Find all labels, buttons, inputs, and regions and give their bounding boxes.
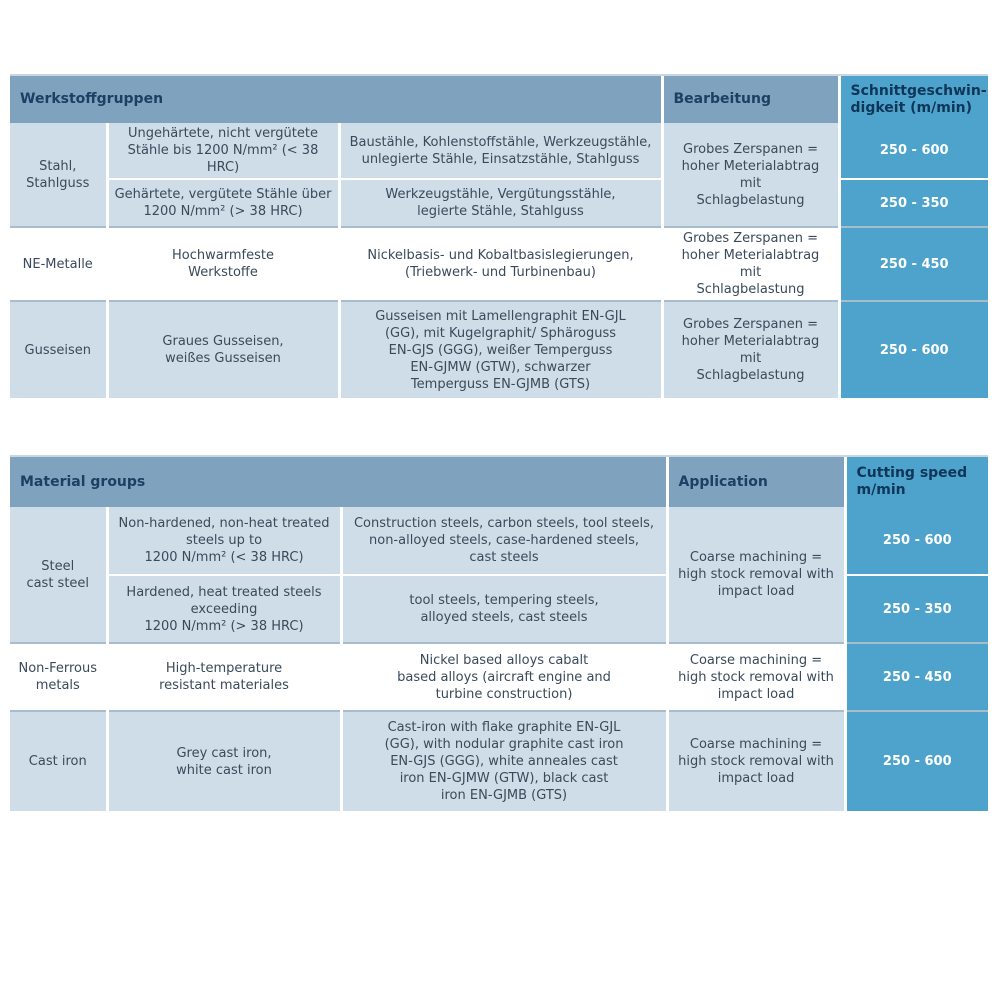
german-type-steel-unhardened: Ungehärtete, nicht vergütete Stähle bis 1200 N/mm² (< 38 HRC): [107, 123, 339, 179]
english-type-steel-unhardened: Non-hardened, non-heat treated steels up to 1200 N/mm² (< 38 HRC): [107, 507, 341, 575]
german-examples-castiron: Gusseisen mit Lamellengraphit EN-GJL (GG), mit Kugelgraphit/ Sphäroguss EN-GJS (GGG), weißer Temperguss EN-GJMW (GTW), schwarzer Temperguss EN-GJMB (GTS): [339, 301, 662, 398]
german-header-row: [10, 76, 988, 123]
german-row-steel-1: [10, 123, 988, 179]
english-type-steel-hardened: Hardened, heat treated steels exceeding 1200 N/mm² (> 38 HRC): [107, 575, 341, 643]
english-header-material: Material groups: [10, 457, 667, 507]
german-row-nonferrous: [10, 227, 988, 301]
english-group-nonferrous: Non-Ferrous metals: [10, 643, 107, 711]
english-processing-steel: Coarse machining = high stock removal with impact load: [667, 507, 845, 643]
german-speed-steel-unhardened: 250 - 600: [839, 123, 988, 179]
english-processing-nonferrous: Coarse machining = high stock removal with impact load: [667, 643, 845, 711]
german-speed-steel-hardened: 250 - 350: [839, 179, 988, 227]
english-row-steel-1: [10, 507, 988, 575]
german-row-steel-2: [10, 179, 988, 227]
german-header-speed: [839, 76, 988, 123]
german-row-castiron: [10, 301, 988, 398]
english-type-nonferrous: High-temperature resistant materiales: [107, 643, 341, 711]
english-processing-castiron: Coarse machining = high stock removal with impact load: [667, 711, 845, 811]
german-type-steel-hardened: Gehärtete, vergütete Stähle über 1200 N/mm² (> 38 HRC): [107, 179, 339, 227]
german-material-table: [10, 76, 988, 398]
english-examples-nonferrous: Nickel based alloys cabalt based alloys (aircraft engine and turbine construction): [341, 643, 667, 711]
english-speed-steel-unhardened: 250 - 600: [845, 507, 988, 575]
german-group-castiron: Gusseisen: [10, 301, 107, 398]
german-type-castiron: Graues Gusseisen, weißes Gusseisen: [107, 301, 339, 398]
german-header-material: Werkstoffgruppen: [10, 76, 662, 123]
german-processing-nonferrous: Grobes Zerspanen = hoher Meterialabtrag mit Schlagbelastung: [662, 227, 839, 301]
german-processing-steel: Grobes Zerspanen = hoher Meterialabtrag mit Schlagbelastung: [662, 123, 839, 227]
english-row-castiron: [10, 711, 988, 811]
german-speed-nonferrous: 250 - 450: [839, 227, 988, 301]
english-type-castiron: Grey cast iron, white cast iron: [107, 711, 341, 811]
english-speed-steel-hardened: 250 - 350: [845, 575, 988, 643]
german-type-nonferrous: Hochwarmfeste Werkstoffe: [107, 227, 339, 301]
english-examples-steel-hardened: tool steels, tempering steels, alloyed steels, cast steels: [341, 575, 667, 643]
german-examples-steel-hardened: Werkzeugstähle, Vergütungsstähle, legierte Stähle, Stahlguss: [339, 179, 662, 227]
english-examples-castiron: Cast-iron with flake graphite EN-GJL (GG), with nodular graphite cast iron EN-GJS (GGG), white anneales cast iron EN-GJMW (GTW), black cast iron EN-GJMB (GTS): [341, 711, 667, 811]
german-speed-castiron: 250 - 600: [839, 301, 988, 398]
german-group-nonferrous: NE-Metalle: [10, 227, 107, 301]
german-examples-steel-unhardened: Baustähle, Kohlenstoffstähle, Werkzeugstähle, unlegierte Stähle, Einsatzstähle, Stahlguss: [339, 123, 662, 179]
english-group-steel-text: Steel cast steel: [26, 558, 90, 591]
english-material-table: [10, 457, 988, 811]
german-header-speed-text: Schnittgeschwin- digkeit (m/min): [850, 82, 987, 116]
english-header-speed-text: Cutting speed m/min: [856, 465, 968, 498]
english-row-nonferrous: [10, 643, 988, 711]
english-speed-nonferrous: 250 - 450: [845, 643, 988, 711]
german-group-steel-text: Stahl, Stahlguss: [26, 158, 90, 191]
english-header-processing: Application: [667, 457, 845, 507]
english-group-steel: [10, 507, 107, 643]
german-examples-nonferrous: Nickelbasis- und Kobaltbasislegierungen, (Triebwerk- und Turbinenbau): [339, 227, 662, 301]
english-group-castiron: Cast iron: [10, 711, 107, 811]
english-examples-steel-unhardened: Construction steels, carbon steels, tool steels, non-alloyed steels, case-hardened steels, cast steels: [341, 507, 667, 575]
german-processing-castiron: Grobes Zerspanen = hoher Meterialabtrag mit Schlagbelastung: [662, 301, 839, 398]
english-header-row: [10, 457, 988, 507]
german-header-processing: Bearbeitung: [662, 76, 839, 123]
english-header-speed: [845, 457, 988, 507]
german-group-steel: [10, 123, 107, 227]
english-speed-castiron: 250 - 600: [845, 711, 988, 811]
